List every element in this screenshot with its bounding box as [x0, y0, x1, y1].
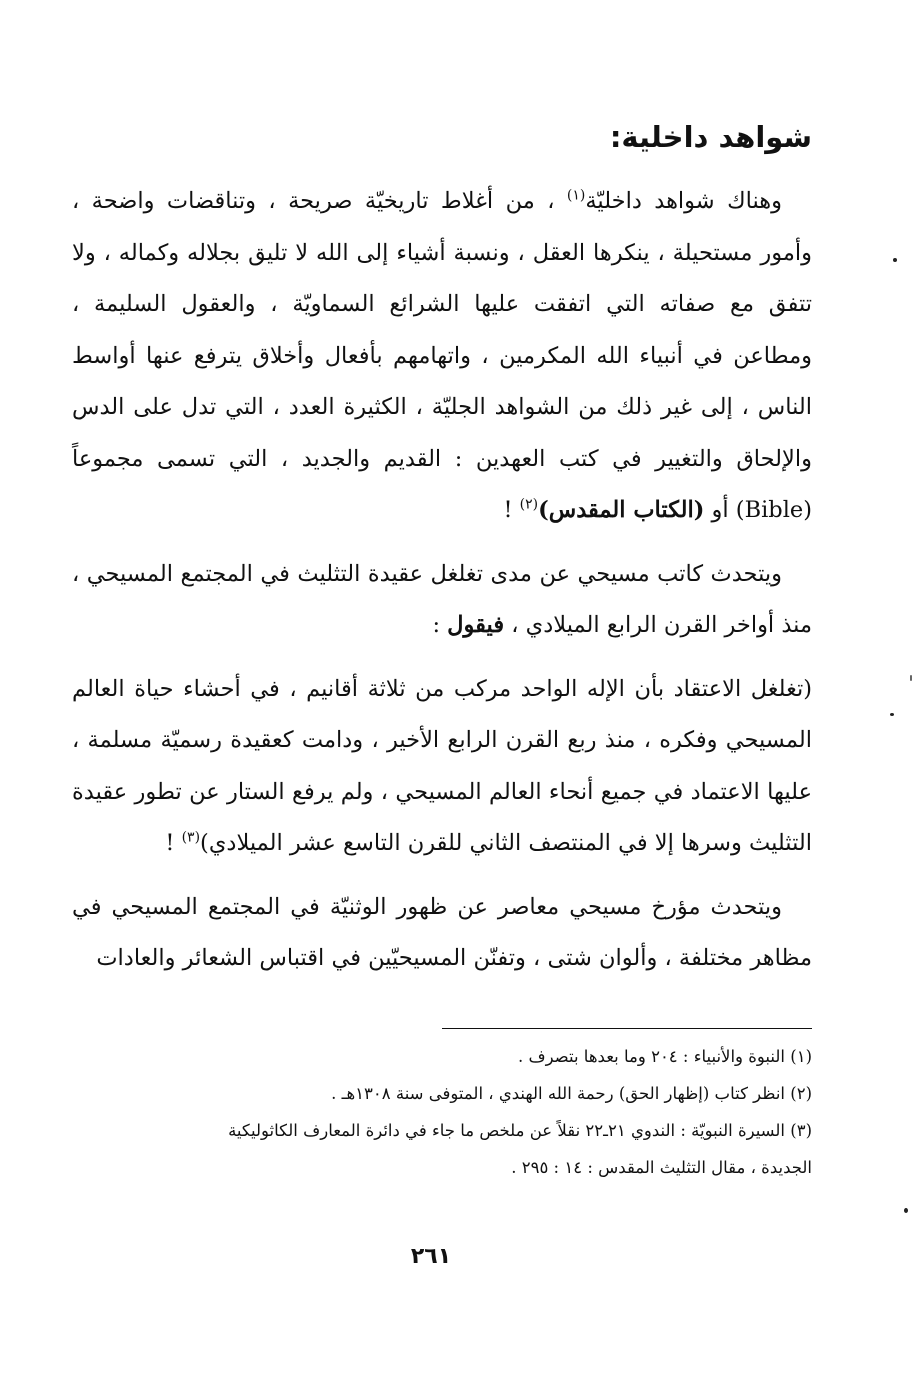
scan-speck [910, 675, 912, 681]
paragraph-1-text-a: وهناك شواهد داخليّة [585, 188, 783, 214]
section-heading: شواهد داخلية: [609, 120, 812, 154]
paragraph-1-bold: (الكتاب المقدس) [538, 497, 705, 523]
footnote-ref-1: (١) [566, 187, 586, 204]
paragraph-3-text-b: ! [165, 830, 182, 856]
scan-speck [893, 258, 897, 262]
paragraph-1-latin: (Bible) [735, 497, 812, 523]
footnotes [72, 1038, 812, 1186]
paragraph-2-bold: فيقول [447, 612, 505, 638]
footnote-3: (٣) السيرة النبويّة : الندوي ٢١ـ٢٢ نقلاً عن ملخص ما جاء في دائرة المعارف الكاثوليكية [228, 1121, 812, 1140]
scan-speck [904, 1208, 908, 1213]
paragraph-1-text-d: ! [503, 497, 520, 523]
footnote-ref-3: (٣) [181, 829, 201, 846]
paragraph-3-quote [72, 664, 812, 870]
paragraph-2 [72, 549, 812, 652]
body-text [72, 176, 812, 997]
paragraph-4 [72, 882, 812, 985]
paragraph-1-text-c: أو [704, 497, 736, 523]
paragraph-1 [72, 176, 812, 537]
footnote-separator [442, 1028, 812, 1029]
page-number: ٢٦١ [410, 1244, 452, 1269]
scan-speck [890, 713, 894, 716]
footnote-2: (٢) انظر كتاب (إظهار الحق) رحمة الله الهندي ، المتوفى سنة ١٣٠٨هـ . [331, 1084, 812, 1103]
footnote-1: (١) النبوة والأنبياء : ٢٠٤ وما بعدها بتصرف . [517, 1047, 812, 1066]
paragraph-4-text-a: ويتحدث مؤرخ مسيحي معاصر عن ظهور الوثنيّة في المجتمع المسيحي في مظاهر مختلفة ، وألوان شتى ، وتفنّن المسيحيّين في اقتباس الشعائر والعادات [72, 893, 812, 971]
paragraph-2-text-a: ويتحدث كاتب مسيحي عن مدى تغلغل عقيدة التثليث في المجتمع المسيحي ، منذ أواخر القرن الرابع الميلادي ، [72, 560, 812, 638]
footnote-ref-2: (٢) [519, 496, 539, 513]
footnote-3-continued: الجديدة ، مقال التثليث المقدس : ١٤ : ٢٩٥ . [511, 1158, 812, 1177]
paragraph-1-text-b: ، من أغلاط تاريخيّة صريحة ، وتناقضات واضحة ، وأمور مستحيلة ، ينكرها العقل ، ونسبة أشياء إلى الله لا تليق بجلاله وكماله ، ولا تتفق مع صفاته التي اتفقت عليها الشرائع السماويّة ، والعقول السليمة ، ومطاعن في أنبياء الله المكرمين ، واتهامهم بأفعال وأخلاق يترفع عنها أواسط الناس ، إلى غير ذلك من الشواهد الجليّة ، الكثيرة العدد ، التي تدل على الدس والإلحاق والتغيير في كتب العهدين : القديم والجديد ، التي تسمى مجموعاً [72, 188, 812, 472]
paragraph-3-text-a: (تغلغل الاعتقاد بأن الإله الواحد مركب من ثلاثة أقانيم ، في أحشاء حياة العالم المسيحي وفكره ، منذ ربع القرن الرابع الأخير ، ودامت كعقيدة رسميّة مسلمة ، عليها الاعتماد في جميع أنحاء العالم المسيحي ، ولم يرفع الستار عن تطور عقيدة التثليث وسرها إلا في المنتصف الثاني للقرن التاسع عشر الميلادي) [72, 675, 812, 856]
paragraph-2-text-b: : [432, 612, 448, 638]
